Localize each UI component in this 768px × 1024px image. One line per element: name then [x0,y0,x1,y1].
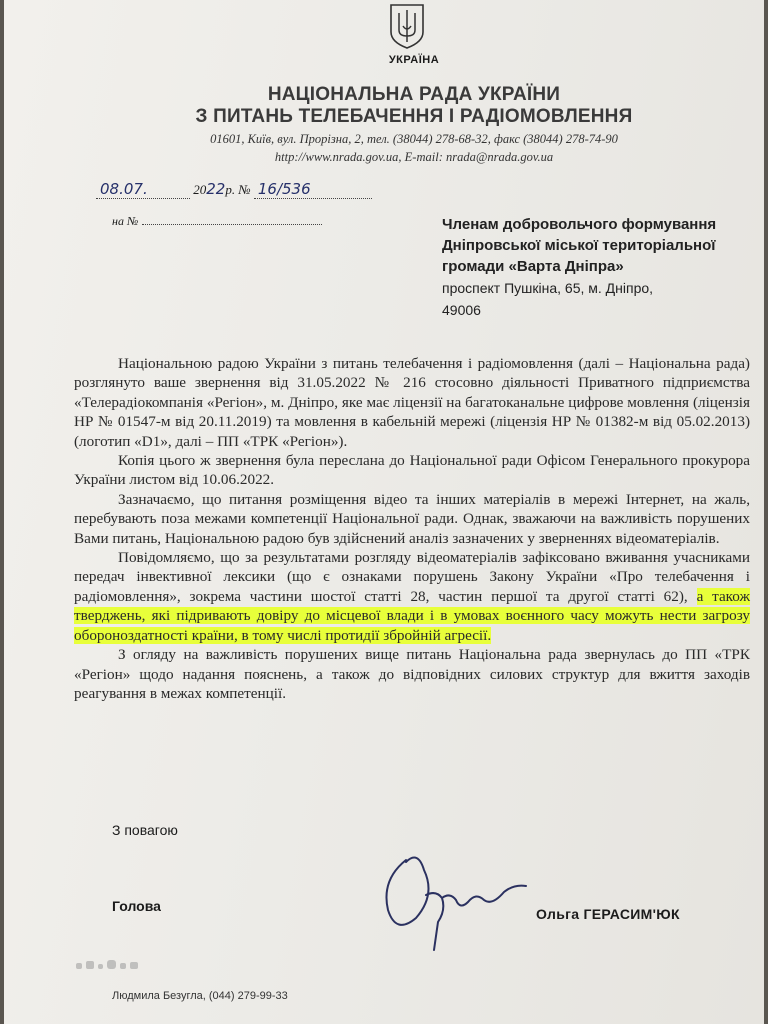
faded-stamp-icon [74,955,144,977]
closing-salutation: З повагою [112,822,178,838]
letter-body [74,354,750,703]
paragraph-1: Національною радою України з питань телебачення і радіомовлення (далі – Національна рада) розглянуто ваше звернення від 31.05.2022 № 216 стосовно діяльності Приватного підприємства «Телерадіокомпанія «Регіон», м. Дніпро, яке має ліцензії на багатоканальне цифрове мовлення (ліцензія НР № 01547-м від 20.11.2019) та мовлення в кабельній мережі (ліцензія НР № 01382-м від 05.02.2013) (логотип «D1», далі – ПП «ТРК «Регіон»). [74,355,750,450]
reply-to-label: на № [112,214,139,228]
addressee-line2: Дніпровської міської територіальної [442,237,716,254]
signer-position: Голова [112,898,161,914]
reply-to-blank [142,224,322,225]
org-name-line1: НАЦІОНАЛЬНА РАДА УКРАЇНИ [267,84,561,105]
reg-year-suffix: р. № [225,182,251,197]
addressee-block [442,214,752,321]
handwritten-signature-icon [376,840,536,960]
reg-number: 16/536 [254,180,372,199]
executor-contact: Людмила Безугла, (044) 279-99-33 [112,990,288,1002]
letter-page [4,0,764,1024]
highlighted-text: а також тверджень, які підривають довіру до місцевої влади і в умовах воєнного часу можуть нести загрозу обороноздатності країни, в тому числі протидії збройній агресії. [74,587,750,644]
registration-line [96,180,372,199]
paragraph-4-text: Повідомляємо, що за результатами розгляду відеоматеріалів зафіксовано вживання учасниками передач інвективної лексики (що є ознаками порушень Закону України «Про телебачення і радіомовлення», зокрема частини шостої статті 28, частин першої та другої статті 62), [74,549,750,605]
reply-to-line [112,214,322,229]
signer-name: Ольга ГЕРАСИМ'ЮК [536,906,680,922]
org-name-line2: З ПИТАНЬ ТЕЛЕБАЧЕННЯ І РАДІОМОВЛЕННЯ [195,106,633,127]
reg-date: 08.07. [96,180,190,199]
contact-web: http://www.nrada.gov.ua, E-mail: nrada@nrada.gov.ua [274,150,554,164]
addressee-line3: громади «Варта Дніпра» [442,258,624,275]
reg-year-prefix: 20 [193,182,207,197]
addressee-line1: Членам добровольчого формування [442,216,717,233]
reg-year: 22 [206,180,226,198]
addressee-line4: проспект Пушкіна, 65, м. Дніпро, [442,280,654,296]
trident-emblem-icon [388,2,426,50]
paragraph-4 [74,548,750,645]
paragraph-2: Копія цього ж звернення була переслана до Національної ради Офісом Генерального прокурора України листом від 10.06.2022. [74,452,750,489]
paragraph-5: З огляду на важливість порушених вище питань Національна рада звернулась до ПП «ТРК «Регіон» щодо надання пояснень, а також до відповідних силових структур для вжиття заходів реагування в межах компетенції. [74,646,750,702]
addressee-line5: 49006 [442,302,481,318]
country-label: УКРАЇНА [388,54,440,66]
paragraph-3: Зазначаємо, що питання розміщення відео та інших матеріалів в мережі Інтернет, на жаль, перебувають поза межами компетенції Національної ради. Однак, зважаючи на важливість порушених Вами питань, Національною радою був здійснений аналіз зазначених у зверненнях відеоматеріалів. [74,490,750,547]
contact-address: 01601, Київ, вул. Прорізна, 2, тел. (38044) 278-68-32, факс (38044) 278-74-90 [210,132,618,146]
